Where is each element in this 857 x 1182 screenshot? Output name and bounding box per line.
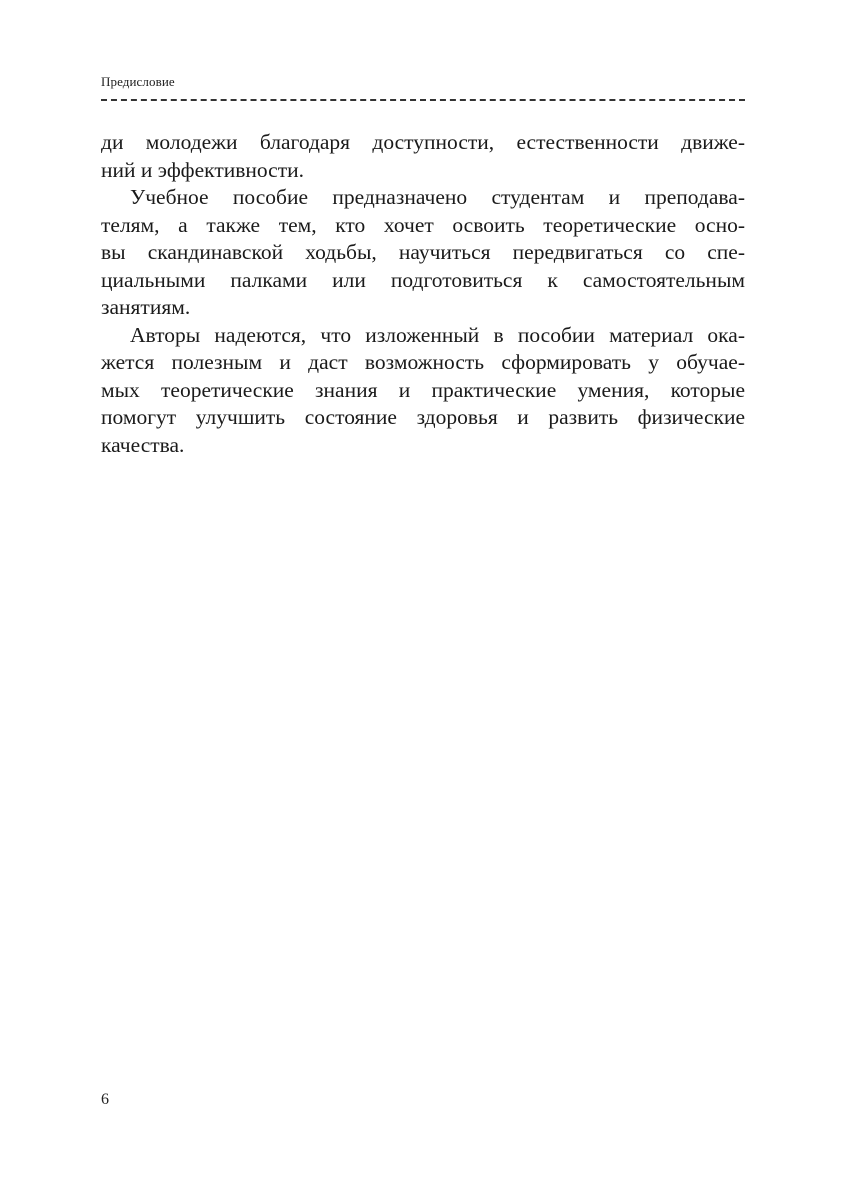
text-line: телям, а также тем, кто хочет освоить теоретические осно- (101, 212, 745, 237)
header-dashed-divider (101, 99, 745, 101)
text-line: ний и эффективности. (101, 157, 304, 182)
text-line: помогут улучшить состояние здоровья и развить физические (101, 405, 745, 429)
text-line: мых теоретические знания и практические умения, которые (101, 377, 745, 402)
page-number: 6 (101, 1091, 109, 1108)
text-line: качества. (101, 432, 185, 457)
text-line: ди молодежи благодаря доступности, естественности движе- (101, 130, 745, 154)
body-text (101, 129, 745, 459)
running-head-title: Предисловие (101, 74, 175, 89)
text-line: вы скандинавской ходьбы, научиться передвигаться со спе- (101, 240, 745, 264)
text-line: жется полезным и даст возможность сформировать у обучае- (101, 350, 745, 374)
text-line: Учебное пособие предназначено студентам и преподава- (130, 185, 745, 209)
text-line: занятиям. (101, 295, 191, 319)
text-line: циальными палками или подготовиться к самостоятельным (101, 267, 745, 292)
text-line: Авторы надеются, что изложенный в пособии материал ока- (130, 322, 745, 347)
